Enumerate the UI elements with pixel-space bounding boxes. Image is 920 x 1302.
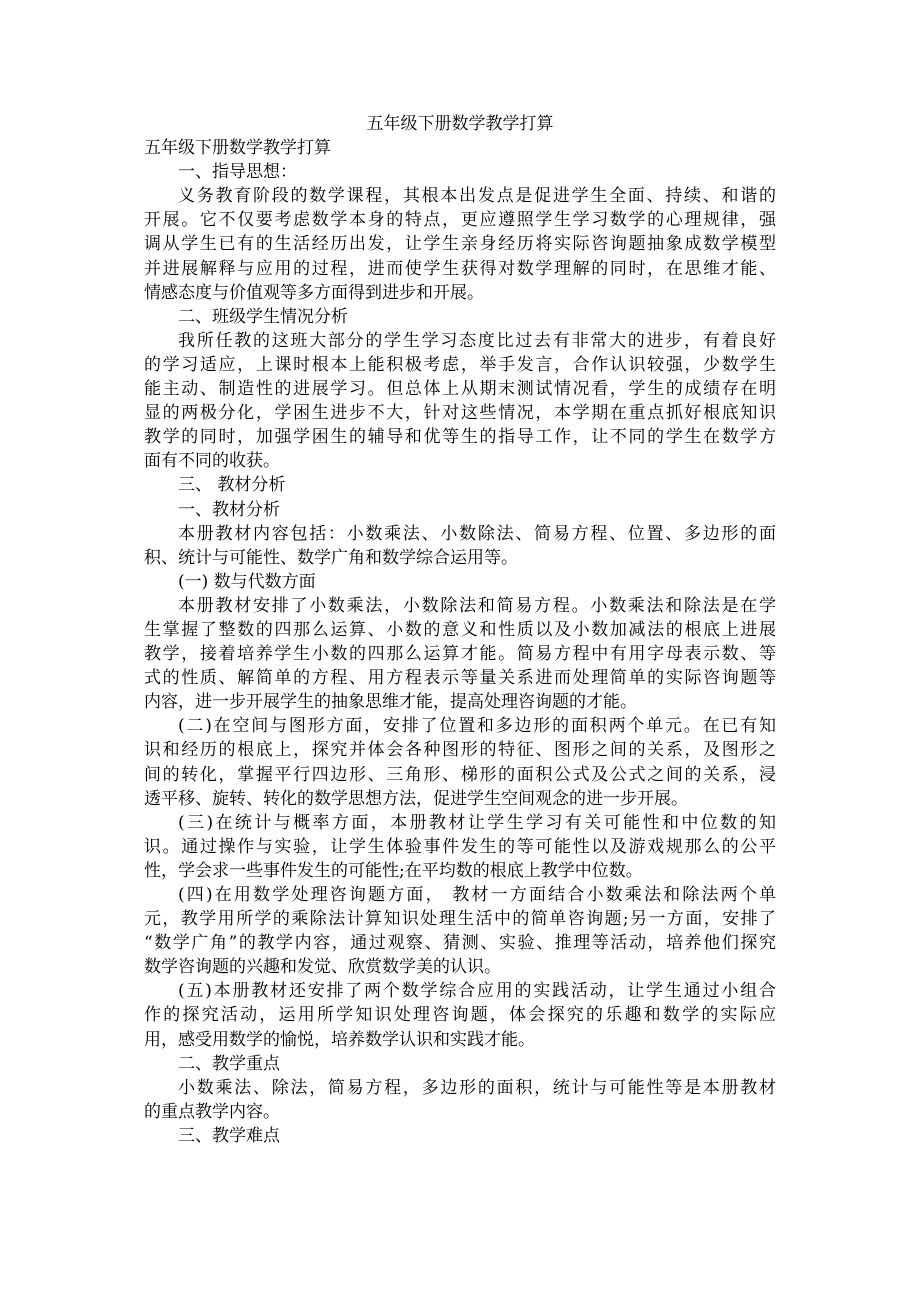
paragraph-line: 识。通过操作与实验，让学生体验事件发生的等可能性以及游戏规那么的公平 <box>144 836 776 857</box>
paragraph-line: 显的两极分化，学困生进步不大，针对这些情况，本学期在重点抓好根底知识 <box>144 403 776 424</box>
paragraph <box>144 883 776 979</box>
section-heading <box>144 1052 776 1076</box>
paragraph-line: 面有不同的收获。 <box>144 451 280 472</box>
paragraph-line: (五)本册教材还安排了两个数学综合应用的实践活动，让学生通过小组合 <box>178 981 776 1002</box>
paragraph-line: 性，学会求一些事件发生的可能性;在平均数的根底上教学中位数。 <box>144 860 643 881</box>
paragraph-line: (三)在统计与概率方面，本册教材让学生学习有关可能性和中位数的知 <box>178 812 776 833</box>
paragraph <box>144 1076 776 1124</box>
paragraph-line: 的重点教学内容。 <box>144 1101 280 1122</box>
section-heading <box>144 305 776 329</box>
paragraph-line: 用，感受用数学的愉悦，培养数学认识和实践才能。 <box>144 1029 535 1050</box>
paragraph-line: 作的探究活动，运用所学知识处理咨询题，体会探究的乐趣和数学的实际应 <box>144 1005 776 1026</box>
document-page <box>144 112 776 1148</box>
paragraph-line: 数学咨询题的兴趣和发觉、欣赏数学美的认识。 <box>144 957 501 978</box>
section-heading <box>144 1124 776 1148</box>
paragraph-line: 我所任教的这班大部分的学生学习态度比过去有非常大的进步，有着良好 <box>178 330 776 351</box>
paragraph <box>144 811 776 883</box>
paragraph-line: 生掌握了整数的四那么运算、小数的意义和性质以及小数加减法的根底上进展 <box>144 619 776 640</box>
paragraph <box>144 184 776 304</box>
document-subtitle: 五年级下册数学教学打算 <box>144 138 331 159</box>
paragraph-line: 元，教学用所学的乘除法计算知识处理生活中的简单咨询题;另一方面，安排了 <box>144 909 776 930</box>
section-heading <box>144 498 776 522</box>
heading-text: 二、教学重点 <box>178 1053 280 1074</box>
paragraph-line: 义务教育阶段的数学课程，其根本出发点是促进学生全面、持续、和谐的 <box>178 186 776 207</box>
paragraph-line: 并进展解释与应用的过程，进而使学生获得对数学理解的同时，在思维才能、 <box>144 258 776 279</box>
section-heading <box>144 473 776 497</box>
paragraph-line: 调从学生已有的生活经历出发，让学生亲身经历将实际咨询题抽象成数学模型 <box>144 234 776 255</box>
paragraph <box>144 714 776 810</box>
paragraph-line: 本册教材安排了小数乘法，小数除法和简易方程。小数乘法和除法是在学 <box>178 595 776 616</box>
paragraph-line: 情感态度与价值观等多方面得到进步和开展。 <box>144 282 484 303</box>
paragraph-line: 本册教材内容包括：小数乘法、小数除法、简易方程、位置、多边形的面 <box>178 523 776 544</box>
paragraph <box>144 522 776 570</box>
paragraph-line: (二)在空间与图形方面，安排了位置和多边形的面积两个单元。在已有知 <box>178 716 776 737</box>
section-heading <box>144 570 776 594</box>
heading-text: 一、教材分析 <box>178 499 280 520</box>
paragraph-line: (四)在用数学处理咨询题方面， 教材一方面结合小数乘法和除法两个单 <box>178 885 776 905</box>
heading-text: (一) 数与代数方面 <box>178 571 316 592</box>
heading-text: 一、指导思想： <box>178 162 297 183</box>
paragraph-line: 教学，接着培养学生小数的四那么运算才能。简易方程中有用字母表示数、等 <box>144 644 776 665</box>
paragraph <box>144 979 776 1051</box>
heading-text: 二、班级学生情况分析 <box>178 306 348 327</box>
paragraph-line: 积、统计与可能性、数学广角和数学综合运用等。 <box>144 547 518 568</box>
paragraph-line: 开展。它不仅要考虑数学本身的特点，更应遵照学生学习数学的心理规律，强 <box>144 210 776 231</box>
paragraph-line: 间的转化，掌握平行四边形、三角形、梯形的面积公式及公式之间的关系，浸 <box>144 764 776 785</box>
document-body <box>144 160 776 1148</box>
paragraph-line: 教学的同时，加强学困生的辅导和优等生的指导工作，让不同的学生在数学方 <box>144 427 776 448</box>
paragraph-line: “数学广角”的教学内容，通过观察、猜测、实验、推理等活动，培养他们探究 <box>144 933 776 954</box>
paragraph <box>144 594 776 714</box>
section-heading <box>144 160 776 184</box>
paragraph-line: 小数乘法、除法，简易方程，多边形的面积，统计与可能性等是本册教材 <box>178 1077 776 1098</box>
heading-text: 三、教学难点 <box>178 1125 280 1146</box>
paragraph-line: 式的性质、解简单的方程、用方程表示等量关系进而处理简单的实际咨询题等 <box>144 668 776 689</box>
paragraph-line: 识和经历的根底上，探究并体会各种图形的特征、图形之间的关系，及图形之 <box>144 740 776 761</box>
paragraph-line: 能主动、制造性的进展学习。但总体上从期末测试情况看，学生的成绩存在明 <box>144 379 776 400</box>
paragraph-line: 透平移、旋转、转化的数学思想方法，促进学生空间观念的进一步开展。 <box>144 788 688 809</box>
paragraph-line: 的学习适应，上课时根本上能积极考虑，举手发言，合作认识较强，少数学生 <box>144 354 776 375</box>
paragraph <box>144 329 776 474</box>
document-title: 五年级下册数学教学打算 <box>366 114 554 134</box>
paragraph-line: 内容，进一步开展学生的抽象思维才能，提高处理咨询题的才能。 <box>144 692 637 713</box>
heading-text: 三、 教材分析 <box>178 475 286 496</box>
